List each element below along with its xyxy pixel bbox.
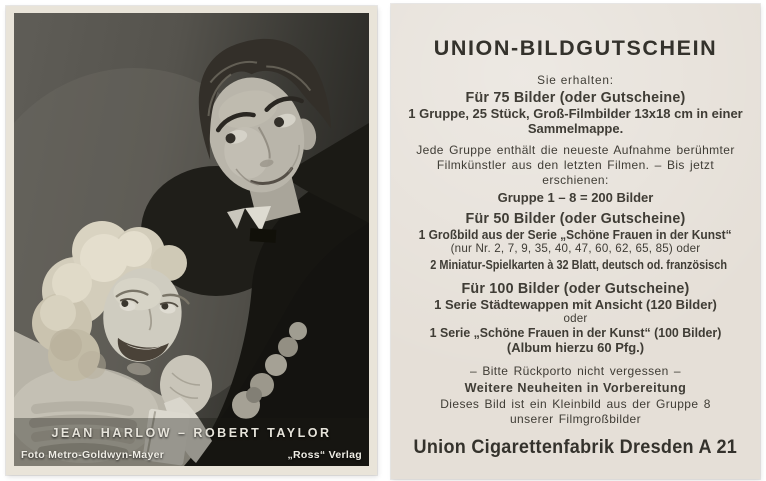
footer-postage-note: – Bitte Rückporto nicht vergessen – (470, 363, 681, 378)
group-note-result: Gruppe 1 – 8 = 200 Bilder (497, 189, 654, 205)
card-title: UNION-BILDGUTSCHEIN (433, 36, 718, 60)
back-card-content (391, 4, 760, 459)
portrait-illustration (14, 13, 369, 466)
section-50-option2: 2 Miniatur-Spielkarten à 32 Blatt, deutsch od. französisch (430, 257, 727, 273)
section-100-option1: 1 Serie Städtewappen mit Ansicht (120 Bilder) (434, 296, 717, 312)
section-100-or: oder (563, 311, 588, 325)
section-100-heading: Für 100 Bilder (oder Gutscheine) (461, 280, 690, 297)
section-75-heading: Für 75 Bilder (oder Gutscheine) (465, 90, 686, 106)
company-line: Union Cigarettenfabrik Dresden A 21 (413, 437, 738, 459)
section-100-option2: 1 Serie „Schöne Frauen in der Kunst“ (100 Bilder) (429, 324, 722, 340)
section-50-option1: 1 Großbild aus der Serie „Schöne Frauen in der Kunst“ (418, 226, 732, 242)
footer-origin: Dieses Bild ist ein Kleinbild aus der Gruppe 8 unserer Filmgroßbilder (440, 397, 711, 426)
group-note: Jede Gruppe enthält die neueste Aufnahme berühmter Filmkünstler aus den letzten Filmen. – Bis jetzt erschienen: (416, 142, 735, 187)
portrait-photo (14, 13, 369, 466)
intro-line: Sie erhalten: (537, 73, 614, 87)
photo-caption: JEAN HARLOW – ROBERT TAYLOR (51, 426, 332, 440)
section-100-option2-note: (Album hierzu 60 Pfg.) (506, 340, 645, 356)
section-50-heading: Für 50 Bilder (oder Gutscheine) (465, 210, 686, 227)
footer-news: Weitere Neuheiten in Vorbereitung (464, 380, 687, 395)
back-card (391, 4, 760, 479)
photo-credit-ross-verlag: „Ross“ Verlag (287, 449, 362, 461)
section-75-body: 1 Gruppe, 25 Stück, Groß-Filmbilder 13x18 cm in einer Sammelmappe. (408, 106, 743, 137)
front-card (6, 6, 377, 475)
photo-credit-mgm: Foto Metro-Goldwyn-Mayer (21, 449, 165, 461)
section-50-option1-note: (nur Nr. 2, 7, 9, 35, 40, 47, 60, 62, 65, 85) oder (450, 242, 701, 256)
